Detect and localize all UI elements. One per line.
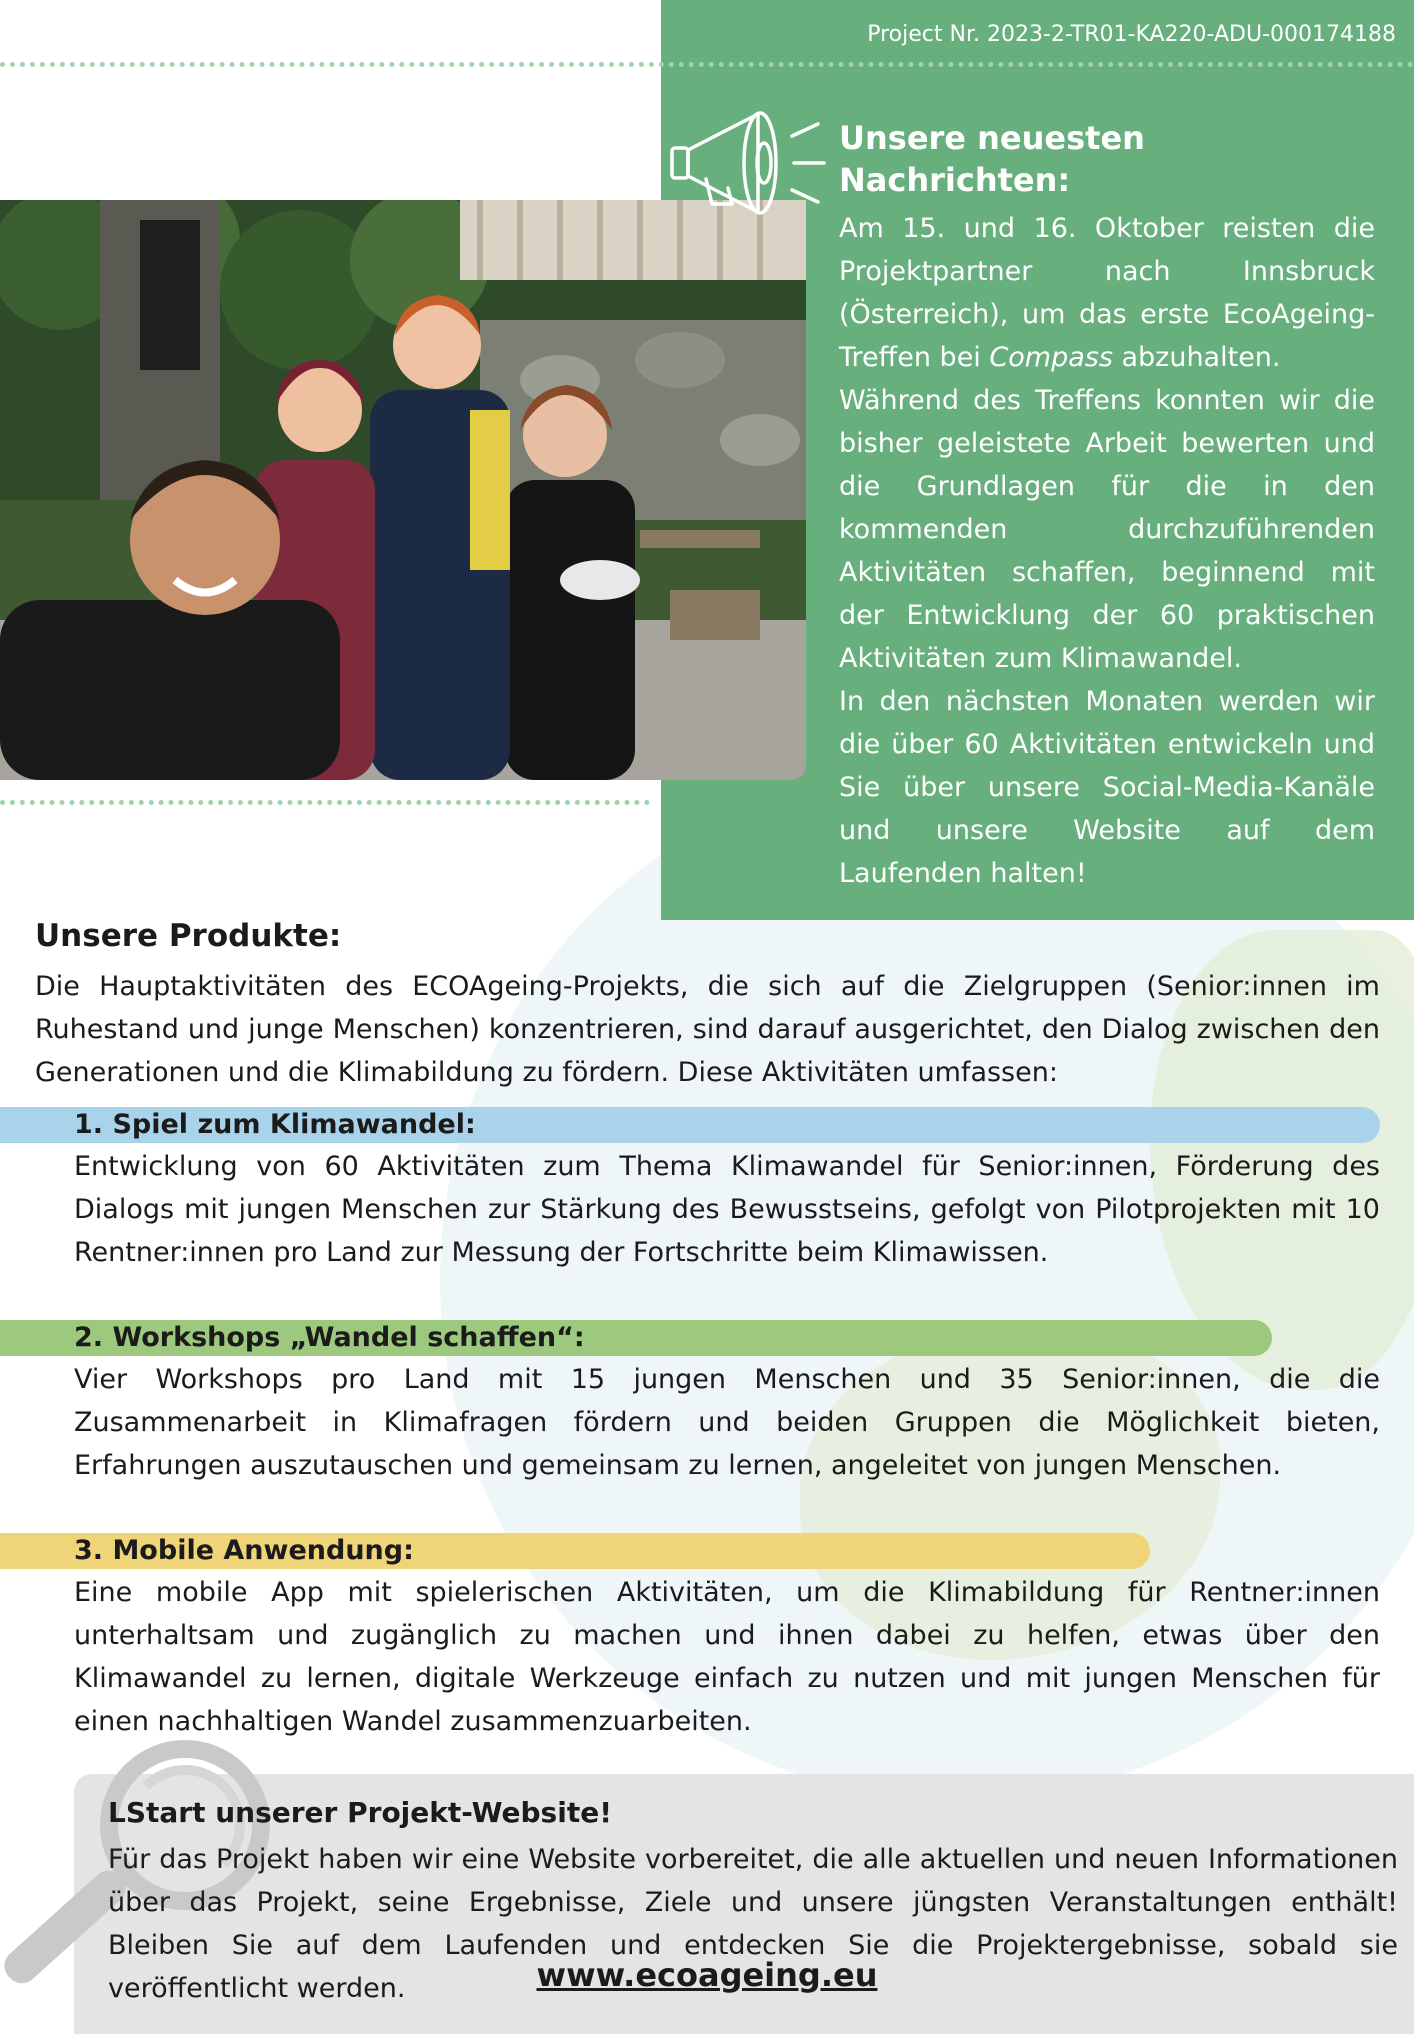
dotted-divider-top <box>0 62 1414 67</box>
product-3-text: Eine mobile App mit spielerischen Aktivitäten, um die Klimabildung für Rentner:innen unterhaltsam und zugänglich zu machen und ihnen dabei zu helfen, etwas über den Klimawandel zu lernen, digitale Werkzeuge einfach zu nutzen und mit jungen Menschen für einen nachhaltigen Wandel zusammenzuarbeiten. <box>74 1577 1380 1737</box>
website-title: LStart unserer Projekt-Website! <box>108 1796 612 1829</box>
megaphone-icon <box>666 100 846 220</box>
group-photo <box>0 200 806 780</box>
news-paragraph-1: Am 15. und 16. Oktober reisten die Projektpartner nach Innsbruck (Österreich), um das erste EcoAgeing-Treffen bei Compass abzuhalten. <box>839 213 1375 374</box>
group-photo-icon <box>0 200 806 780</box>
project-number: Project Nr. 2023-2-TR01-KA220-ADU-000174188 <box>867 22 1396 47</box>
website-link[interactable]: www.ecoageing.eu <box>536 1956 878 1994</box>
news-section <box>839 118 1375 895</box>
product-2-text: Vier Workshops pro Land mit 15 jungen Menschen und 35 Senior:innen, die die Zusammenarbeit in Klimafragen fördern und beiden Gruppen die Möglichkeit bieten, Erfahrungen auszutauschen und gemeinsam zu lernen, angeleitet von jungen Menschen. <box>74 1364 1380 1481</box>
news-paragraph-2: Während des Treffens konnten wir die bisher geleistete Arbeit bewerten und die Grundlagen für die in den kommenden durchzuführenden Aktivitäten schaffen, beginnend mit der Entwicklung der 60 praktischen Aktivitäten zum Klimawandel. <box>839 385 1375 675</box>
products-intro: Die Hauptaktivitäten des ECOAgeing-Projekts, die sich auf die Zielgruppen (Senior:innen im Ruhestand und junge Menschen) konzentrieren, sind darauf ausgerichtet, den Dialog zwischen den Generationen und die Klimabildung zu fördern. Diese Aktivitäten umfassen: <box>35 971 1380 1088</box>
product-3-title: 3. Mobile Anwendung: <box>74 1535 414 1566</box>
product-1-title: 1. Spiel zum Klimawandel: <box>74 1109 476 1140</box>
product-1-text: Entwicklung von 60 Aktivitäten zum Thema Klimawandel für Senior:innen, Förderung des Dialogs mit jungen Menschen zur Stärkung des Bewusstseins, gefolgt von Pilotprojekten mit 10 Rentner:innen pro Land zur Messung der Fortschritte beim Klimawissen. <box>74 1151 1380 1268</box>
products-title: Unsere Produkte: <box>35 918 342 954</box>
product-2-title: 2. Workshops „Wandel schaffen“: <box>74 1322 585 1353</box>
dotted-divider-bottom <box>0 800 650 805</box>
news-paragraph-3: In den nächsten Monaten werden wir die über 60 Aktivitäten entwickeln und Sie über unsere Social-Media-Kanäle und unsere Website auf dem Laufenden halten! <box>839 686 1375 890</box>
website-text: Für das Projekt haben wir eine Website vorbereitet, die alle aktuellen und neuen Informationen über das Projekt, seine Ergebnisse, Ziele und unsere jüngsten Veranstaltungen enthält! Bleiben Sie auf dem Laufenden und entdecken Sie die Projektergebnisse, sobald sie veröffentlicht werden. <box>108 1844 1398 2004</box>
news-title: Unsere neuesten Nachrichten: <box>839 119 1145 199</box>
